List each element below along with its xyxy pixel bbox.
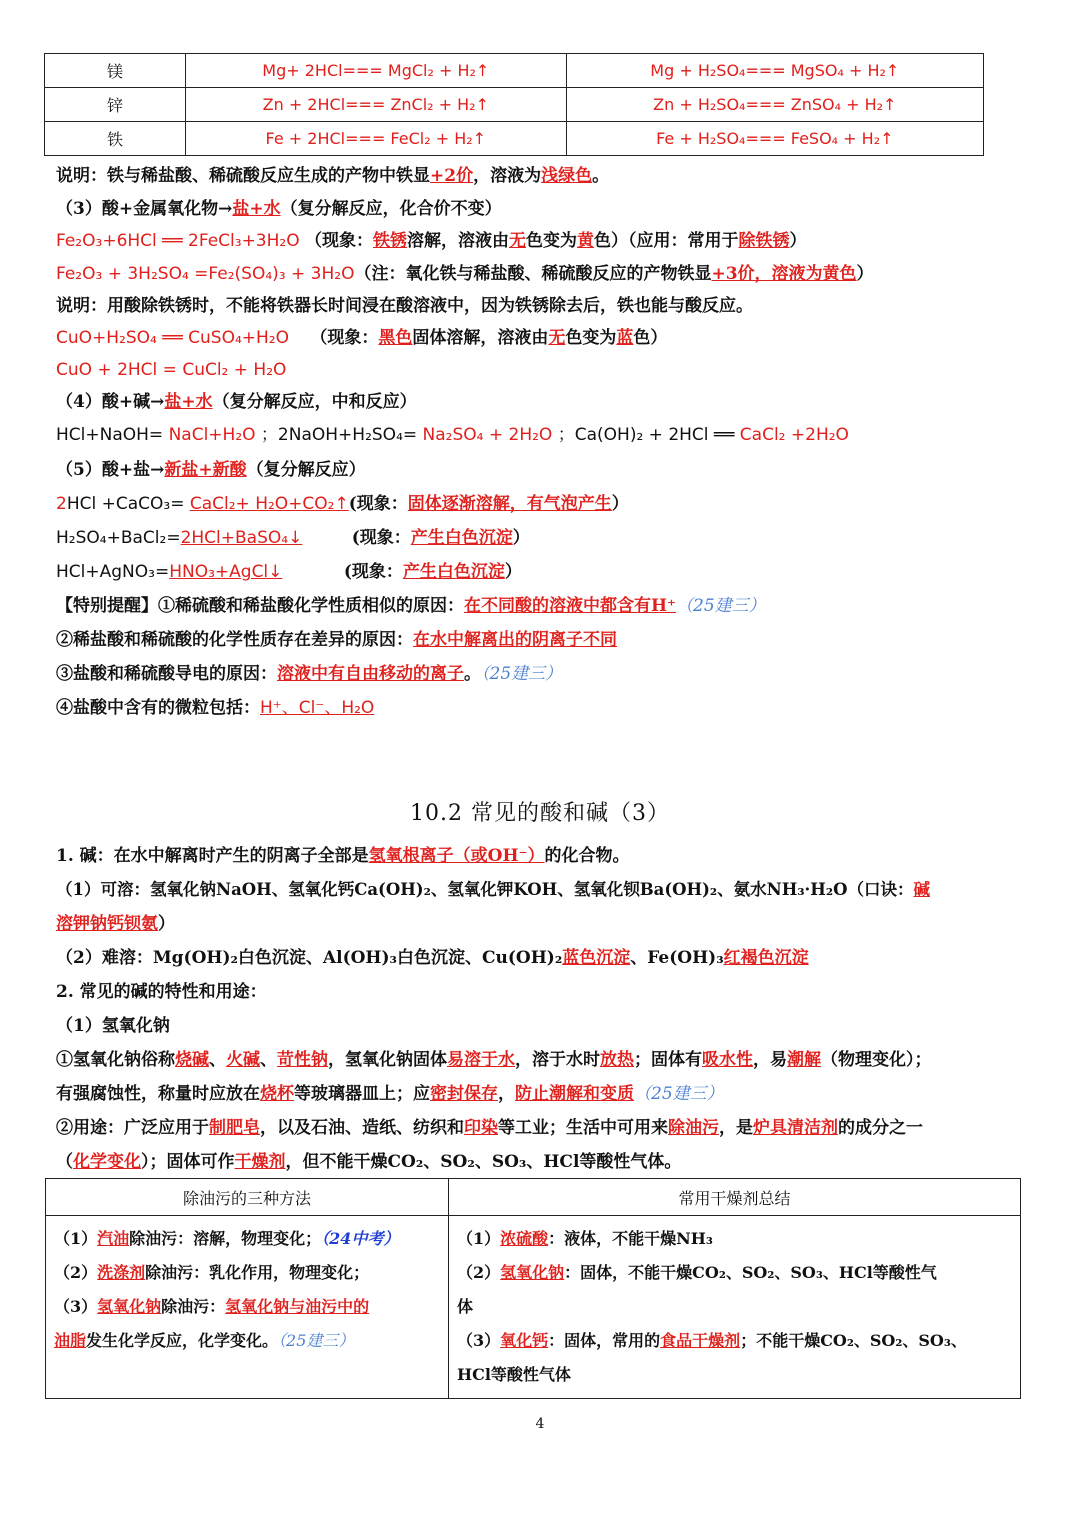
naoh-uses: ②用途：广泛应用于制肥皂，以及石油、造纸、纺织和印染等工业；生活中可用来除油污，是炉具清洁剂的成分之一 — [56, 1118, 923, 1138]
oil-removal-methods: （1）汽油除油污：溶解，物理变化；（24中考） （2）洗涤剂除油污：乳化作用，物理变化； （3）氢氧化钠除油污：氢氧化钠与油污中的 油脂发生化学反应，化学变化。（25建三） — [46, 1216, 449, 1399]
base-definition: 1. 碱：在水中解离时产生的阴离子全部是氢氧根离子（或OH⁻）的化合物。 — [56, 846, 630, 866]
base-properties-heading: 2. 常见的碱的特性和用途： — [56, 982, 267, 1002]
naoh-properties: ①氢氧化钠俗称烧碱、火碱、苛性钠，氢氧化钠固体易溶于水，溶于水时放热；固体有吸水性，易潮解（物理变化）； — [56, 1050, 932, 1070]
reminder-3: ③盐酸和稀硫酸导电的原因：溶液中有自由移动的离子。（25建三） — [56, 664, 563, 684]
rust-note: 说明：用酸除铁锈时，不能将铁器长时间浸在酸溶液中，因为铁锈除去后，铁也能与酸反应。 — [56, 296, 753, 316]
naoh-storage: 有强腐蚀性，称量时应放在烧杯等玻璃器皿上；应密封保存，防止潮解和变质（25建三） — [56, 1084, 724, 1104]
insoluble-bases: （2）难溶：Mg(OH)₂白色沉淀、Al(OH)₃白色沉淀、Cu(OH)₂蓝色沉淀、Fe(OH)₃红褐色沉淀 — [56, 948, 809, 968]
hcl-equation: Mg+ 2HCl=== MgCl₂ + H₂↑ — [186, 54, 567, 88]
iron-note: 说明：铁与稀盐酸、稀硫酸反应生成的产物中铁显+2价，溶液为浅绿色。 — [56, 166, 610, 186]
naoh-heading: （1）氢氧化钠 — [56, 1016, 170, 1036]
section-acid-metal-oxide: （3）酸+金属氧化物→盐+水（复分解反应，化合价不变） — [56, 199, 502, 219]
naoh-uses-cont: （化学变化）；固体可作干燥剂，但不能干燥CO₂、SO₂、SO₃、HCl等酸性气体。 — [56, 1152, 682, 1172]
metal-name: 锌 — [45, 88, 186, 122]
hcl-equation: Fe + 2HCl=== FeCl₂ + H₂↑ — [186, 122, 567, 156]
h2so4-equation: Mg + H₂SO₄=== MgSO₄ + H₂↑ — [566, 54, 983, 88]
h2so4-equation: Zn + H₂SO₄=== ZnSO₄ + H₂↑ — [566, 88, 983, 122]
equation-h2so4-bacl2: H₂SO₄+BaCl₂=2HCl+BaSO₄↓ (现象：产生白色沉淀） — [56, 528, 530, 548]
metal-acid-table — [44, 53, 984, 156]
metal-name: 镁 — [45, 54, 186, 88]
reminder-1: 【特别提醒】①稀硫酸和稀盐酸化学性质相似的原因：在不同酸的溶液中都含有H⁺（25建三） — [56, 596, 766, 616]
table-row — [45, 122, 984, 156]
equation-hcl-agno3: HCl+AgNO₃=HNO₃+AgCl↓ (现象：产生白色沉淀） — [56, 562, 522, 582]
section-acid-base: （4）酸+碱→盐+水（复分解反应，中和反应） — [56, 392, 417, 412]
page-number: 4 — [535, 1416, 545, 1432]
soluble-bases-cont: 溶钾钠钙钡氨） — [56, 914, 175, 934]
table-header-desiccant: 常用干燥剂总结 — [449, 1179, 1021, 1216]
equation-cuo-hcl: CuO + 2HCl = CuCl₂ + H₂O — [56, 360, 287, 380]
soluble-bases: （1）可溶：氢氧化钠NaOH、氢氧化钙Ca(OH)₂、氢氧化钾KOH、氢氧化钡Ba(OH)₂、氨水NH₃·H₂O（口诀：碱 — [56, 880, 930, 899]
equation-fe2o3-hcl: Fe₂O₃+6HCl ══ 2FeCl₃+3H₂O （现象：铁锈溶解，溶液由无色变为黄色）（应用：常用于除铁锈） — [56, 231, 807, 251]
equation-fe2o3-h2so4: Fe₂O₃ + 3H₂SO₄ =Fe₂(SO₄)₃ + 3H₂O（注：氧化铁与稀盐酸、稀硫酸反应的产物铁显+3价，溶液为黄色） — [56, 264, 874, 284]
table-row — [46, 1216, 1021, 1399]
reminder-2: ②稀盐酸和稀硫酸的化学性质存在差异的原因：在水中解离出的阴离子不同 — [56, 630, 617, 650]
table-header-oil: 除油污的三种方法 — [46, 1179, 449, 1216]
neutralization-equations: HCl+NaOH= NaCl+H₂O ；2NaOH+H₂SO₄= Na₂SO₄ + 2H₂O ；Ca(OH)₂ + 2HCl ══ CaCl₂ +2H₂O — [56, 425, 849, 445]
table-row — [45, 54, 984, 88]
section-title: 10.2 常见的酸和碱（3） — [410, 801, 670, 826]
desiccant-summary: （1）浓硫酸：液体，不能干燥NH₃ （2）氢氧化钠：固体，不能干燥CO₂、SO₂、SO₃、HCl等酸性气 体 （3）氧化钙：固体，常用的食品干燥剂；不能干燥CO₂、SO₂、SO₃、 HCl等酸性气体 — [449, 1216, 1021, 1399]
hcl-equation: Zn + 2HCl=== ZnCl₂ + H₂↑ — [186, 88, 567, 122]
table-row — [45, 88, 984, 122]
h2so4-equation: Fe + H₂SO₄=== FeSO₄ + H₂↑ — [566, 122, 983, 156]
equation-cuo-h2so4: CuO+H₂SO₄ ══ CuSO₄+H₂O （现象：黑色固体溶解，溶液由无色变为蓝色） — [56, 328, 668, 348]
metal-name: 铁 — [45, 122, 186, 156]
reminder-4: ④盐酸中含有的微粒包括：H⁺、Cl⁻、H₂O — [56, 698, 375, 718]
summary-table — [45, 1178, 1021, 1399]
section-acid-salt: （5）酸+盐→新盐+新酸（复分解反应） — [56, 460, 366, 480]
table-row — [46, 1179, 1021, 1216]
equation-hcl-caco3: 2HCl +CaCO₃= CaCl₂+ H₂O+CO₂↑(现象：固体逐渐溶解，有气泡产生） — [56, 494, 629, 514]
